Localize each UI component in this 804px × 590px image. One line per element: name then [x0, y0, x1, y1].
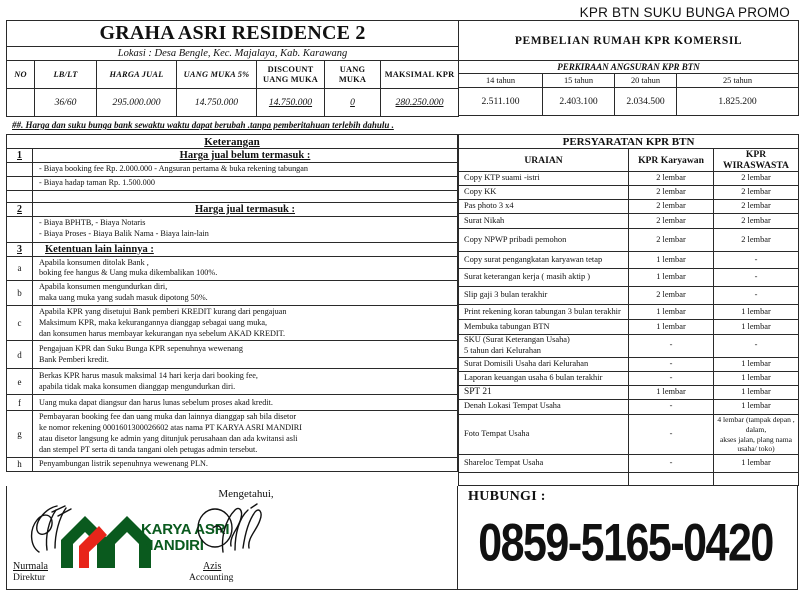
col-header-lblt: LB/LT: [35, 61, 97, 89]
item-a-line-2: boking fee hangus & Uang muka dikembalikan 100%.: [39, 268, 218, 278]
ps-karyawan-8: 1 lembar: [629, 305, 714, 320]
section-num-3: 3: [7, 242, 33, 256]
price-table: [6, 20, 459, 117]
ps-uraian-6: Surat keterangan kerja ( masih aktip ): [459, 269, 629, 287]
ps-karyawan-1: 2 lembar: [629, 186, 714, 200]
item-text-d: [33, 341, 458, 369]
item-text-g: [33, 411, 458, 457]
table-row: [459, 385, 799, 399]
table-row: [459, 229, 799, 252]
ps-wiraswasta-3: 2 lembar: [714, 214, 799, 229]
table-row: [459, 371, 799, 385]
tenor-header-14: 14 tahun: [459, 74, 543, 88]
item-letter-e: e: [7, 369, 33, 395]
table-row: [7, 341, 458, 369]
table-row: [7, 135, 458, 149]
cell-maksimal-kpr-value: 280.250.000: [395, 97, 444, 108]
section-num-2: 2: [7, 202, 33, 216]
ps-wiraswasta-13: 1 lembar: [714, 385, 799, 399]
section-num-1: 1: [7, 149, 33, 163]
ps-karyawan-11: -: [629, 357, 714, 371]
ps-wiraswasta-2: 2 lembar: [714, 200, 799, 214]
ps-karyawan-16: -: [629, 455, 714, 473]
hubungi-label: HUBUNGI :: [468, 489, 546, 505]
ps-karyawan-12: -: [629, 371, 714, 385]
ps-wiraswasta-4: 2 lembar: [714, 229, 799, 252]
table-row: [7, 256, 458, 281]
item-g-line-1: Pembayaran booking fee dan uang muka dan lainnya dianggap sah bila disetor: [39, 412, 297, 422]
logo-line-1: KARYA ASRI: [141, 521, 230, 539]
table-row: [459, 252, 799, 269]
ps-uraian-1: Copy KK: [459, 186, 629, 200]
ps-wiraswasta-15: [714, 414, 799, 454]
table-row: [459, 135, 799, 149]
ps-wiraswasta-1: 2 lembar: [714, 186, 799, 200]
table-row: [459, 287, 799, 305]
item-letter-a: a: [7, 256, 33, 281]
ps-uraian-4: Copy NPWP pribadi pemohon: [459, 229, 629, 252]
item-letter-h: h: [7, 457, 33, 471]
section-title-3: Ketentuan lain lainnya :: [33, 242, 458, 256]
table-row: [459, 74, 799, 88]
table-row: [7, 89, 459, 117]
ps-uraian-15: Foto Tempat Usaha: [459, 414, 629, 454]
ps-wiraswasta-5: -: [714, 252, 799, 269]
angsuran-group-header: PERKIRAAN ANGSURAN KPR BTN: [459, 61, 799, 74]
ps-wiraswasta-10: -: [714, 335, 799, 358]
signature-block: [6, 486, 458, 590]
ps-uraian-2: Pas photo 3 x4: [459, 200, 629, 214]
table-row: [7, 202, 458, 216]
left-signer-name: Nurmala: [13, 561, 48, 573]
table-row: [7, 163, 458, 177]
cell-uang-muka: [325, 89, 381, 117]
persyaratan-heading: PERSYARATAN KPR BTN: [459, 135, 799, 149]
col-header-discount-uang-muka: [257, 61, 325, 89]
table-row: [459, 335, 799, 358]
table-row: [7, 305, 458, 340]
ps-karyawan-15: -: [629, 414, 714, 454]
table-row: [459, 455, 799, 473]
mengetahui-label: Mengetahui,: [218, 488, 274, 501]
ps-uraian-7: Slip gaji 3 bulan terakhir: [459, 287, 629, 305]
item-text-e: [33, 369, 458, 395]
table-row: [459, 214, 799, 229]
ps-wiraswasta-8: 1 lembar: [714, 305, 799, 320]
cell-uang-muka-5: 14.750.000: [177, 89, 257, 117]
ps-wiraswasta-12: 1 lembar: [714, 371, 799, 385]
tenor-header-15: 15 tahun: [543, 74, 615, 88]
foto-line-2: akses jalan, plang nama usaha/ toko): [719, 434, 793, 454]
right-signer-name: Azis: [203, 561, 222, 573]
table-row: [459, 473, 799, 486]
ps-uraian-10: [459, 335, 629, 358]
header-left-table: [6, 20, 458, 117]
ps-karyawan-7: 2 lembar: [629, 287, 714, 305]
table-row: [7, 21, 459, 47]
body-tables: [6, 134, 798, 486]
table-row: [7, 149, 458, 163]
table-row: [7, 47, 459, 61]
project-location: Lokasi : Desa Bengle, Kec. Majalaya, Kab. Karawang: [7, 47, 459, 61]
project-title: GRAHA ASRI RESIDENCE 2: [7, 21, 459, 47]
ps-karyawan-9: 1 lembar: [629, 320, 714, 335]
item-c-line-2: Maksimum KPR, maka kekurangannya dianggap sebagai uang muka,: [39, 317, 268, 327]
ps-karyawan-14: -: [629, 399, 714, 414]
table-row: [459, 200, 799, 214]
cell-discount-value: 14.750.000: [268, 97, 313, 108]
ps-uraian-16: Shareloc Tempat Usaha: [459, 455, 629, 473]
table-row: [459, 320, 799, 335]
sec1-line-3: [33, 190, 458, 202]
ps-karyawan-6: 1 lembar: [629, 269, 714, 287]
keterangan-table-wrap: [6, 134, 458, 486]
angsuran-20: 2.034.500: [615, 88, 677, 116]
discount-line-2: UANG MUKA: [262, 74, 319, 84]
keterangan-table: [6, 134, 458, 472]
tenor-header-25: 25 tahun: [677, 74, 799, 88]
ps-karyawan-0: 2 lembar: [629, 172, 714, 186]
item-letter-g: g: [7, 411, 33, 457]
table-row: [459, 186, 799, 200]
table-row: [7, 281, 458, 306]
header-right-table: [458, 20, 798, 117]
item-letter-b: b: [7, 281, 33, 306]
ps-wiraswasta-0: 2 lembar: [714, 172, 799, 186]
ps-col-wiraswasta: KPR WIRASWASTA: [714, 149, 799, 172]
ps-uraian-12: Laporan keuangan usaha 6 bulan terakhir: [459, 371, 629, 385]
left-signer-role: Direktur: [13, 573, 46, 584]
ps-karyawan-2: 2 lembar: [629, 200, 714, 214]
ps-wiraswasta-14: 1 lembar: [714, 399, 799, 414]
item-letter-f: f: [7, 395, 33, 411]
ps-karyawan-10: -: [629, 335, 714, 358]
item-text-c: [33, 305, 458, 340]
section-blank: [7, 216, 33, 242]
item-d-line-2: Bank Pemberi kredit.: [39, 354, 109, 364]
ps-wiraswasta-7: -: [714, 287, 799, 305]
col-header-uang-muka: UANG MUKA: [325, 61, 381, 89]
section-title-1: Harga jual belum termasuk :: [33, 149, 458, 163]
table-row: [459, 399, 799, 414]
table-row: [7, 395, 458, 411]
banner-text: KPR BTN SUKU BUNGA PROMO: [579, 5, 790, 20]
table-row: [459, 414, 799, 454]
angsuran-25: 1.825.200: [677, 88, 799, 116]
right-title: PEMBELIAN RUMAH KPR KOMERSIL: [459, 21, 799, 61]
ps-uraian-14: Denah Lokasi Tempat Usaha: [459, 399, 629, 414]
sku-line-1: SKU (Surat Keterangan Usaha): [464, 335, 570, 344]
right-signer-role: Accounting: [189, 573, 234, 584]
item-e-line-2: apabila tidak maka konsumen dianggap mengundurkan diri.: [39, 381, 236, 391]
persyaratan-table: [458, 134, 799, 486]
keterangan-heading: Keterangan: [7, 135, 458, 149]
ps-col-karyawan: KPR Karyawan: [629, 149, 714, 172]
ps-karyawan-4: 2 lembar: [629, 229, 714, 252]
table-row: [7, 457, 458, 471]
sec2-line-2: - Biaya Proses - Biaya Balik Nama - Biaya lain-lain: [39, 229, 209, 239]
ps-uraian-9: Membuka tabungan BTN: [459, 320, 629, 335]
header-tables: [6, 20, 798, 117]
item-text-b: [33, 281, 458, 306]
cell-maksimal-kpr: [381, 89, 459, 117]
item-letter-c: c: [7, 305, 33, 340]
sku-line-2: 5 tahun dari Kelurahan: [464, 345, 541, 355]
table-row: [459, 149, 799, 172]
price-note: ##. Harga dan suku bunga bank sewaktu waktu dapat berubah .tanpa pemberitahuan terlebih dahulu .: [12, 120, 394, 130]
item-a-line-1: Apabila konsumen ditolak Bank ,: [39, 257, 149, 267]
item-h-line-1: Penyambungan listrik sepenuhnya wewenang PLN.: [39, 458, 208, 468]
angsuran-table: [458, 20, 799, 116]
item-d-line-1: Pengajuan KPR dan Suku Bunga KPR sepenuhnya wewenang: [39, 344, 243, 354]
cell-harga-jual: 295.000.000: [97, 89, 177, 117]
signature-azis: [191, 502, 281, 564]
table-row: [459, 61, 799, 74]
item-g-line-2: ke nomor rekening 0001601300026602 atas nama PT KARYA ASRI MANDIRI: [39, 423, 302, 433]
table-row: [459, 88, 799, 116]
sec2-lines: [33, 216, 458, 242]
col-header-maksimal-kpr: MAKSIMAL KPR: [381, 61, 459, 89]
sec2-line-1: - Biaya BPHTB, - Biaya Notaris: [39, 218, 146, 228]
table-row: [7, 176, 458, 190]
logo-line-2: MANDIRI: [141, 536, 204, 554]
section-blank: [7, 190, 33, 202]
table-row: [7, 411, 458, 457]
ps-uraian-11: Surat Domisili Usaha dari Kelurahan: [459, 357, 629, 371]
item-g-line-4: dan stempel PT serta di tanda tangani oleh petugas admin tersebut.: [39, 444, 258, 454]
section-title-2: Harga jual termasuk :: [33, 202, 458, 216]
foto-line-1: 4 lembar (tampak depan , dalam,: [717, 414, 795, 434]
col-header-uang-muka-5: UANG MUKA 5%: [177, 61, 257, 89]
sec1-line-1: - Biaya booking fee Rp. 2.000.000 - Angsuran pertama & buka rekening tabungan: [33, 163, 458, 177]
item-c-line-1: Apabila KPR yang disetujui Bank pemberi KREDIT kurang dari pengajuan: [39, 306, 287, 316]
tenor-header-20: 20 tahun: [615, 74, 677, 88]
ps-wiraswasta-9: 1 lembar: [714, 320, 799, 335]
table-row: [7, 242, 458, 256]
ps-wiraswasta-17: [714, 473, 799, 486]
table-row: [459, 269, 799, 287]
item-b-line-2: maka uang muka yang sudah masuk dipotong 50%.: [39, 293, 208, 303]
ps-wiraswasta-11: 1 lembar: [714, 357, 799, 371]
item-f-line-1: Uang muka dapat diangsur dan harus lunas sebelum proses akad kredit.: [39, 397, 273, 407]
item-text-f: [33, 395, 458, 411]
ps-uraian-13: SPT 21: [459, 385, 629, 399]
angsuran-15: 2.403.100: [543, 88, 615, 116]
item-g-line-3: atau disetor langsung ke admin yang ditunjuk perusahaan dan ada kwitansi asli: [39, 434, 298, 444]
ps-wiraswasta-16: 1 lembar: [714, 455, 799, 473]
ps-uraian-3: Surat Nikah: [459, 214, 629, 229]
ps-wiraswasta-6: -: [714, 269, 799, 287]
table-row: [7, 61, 459, 89]
cell-no: [7, 89, 35, 117]
top-banner: [6, 0, 798, 20]
item-c-line-3: dan konsumen harus membayar kekurangan nya sebelum AKAD KREDIT.: [39, 328, 286, 338]
contact-block: [458, 486, 798, 590]
table-row: [459, 172, 799, 186]
sec1-line-2: - Biaya hadap taman Rp. 1.500.000: [33, 176, 458, 190]
section-blank: [7, 176, 33, 190]
cell-discount-uang-muka: [257, 89, 325, 117]
item-b-line-1: Apabila konsumen mengundurkan diri,: [39, 282, 168, 292]
ps-uraian-8: Print rekening koran tabungan 3 bulan terakhir: [459, 305, 629, 320]
cell-uang-muka-value: 0: [350, 97, 355, 108]
col-header-no: NO: [7, 61, 35, 89]
discount-line-1: DISCOUNT: [267, 64, 314, 74]
item-letter-d: d: [7, 341, 33, 369]
ps-uraian-0: Copy KTP suami -istri: [459, 172, 629, 186]
table-row: [459, 357, 799, 371]
ps-karyawan-3: 2 lembar: [629, 214, 714, 229]
cell-lblt: 36/60: [35, 89, 97, 117]
section-blank: [7, 163, 33, 177]
ps-uraian-5: Copy surat pengangkatan karyawan tetap: [459, 252, 629, 269]
col-header-harga-jual: HARGA JUAL: [97, 61, 177, 89]
footer: [6, 486, 798, 590]
persyaratan-table-wrap: [458, 134, 798, 486]
phone-number[interactable]: 0859-5165-0420: [478, 514, 773, 573]
table-row: [459, 305, 799, 320]
ps-col-uraian: URAIAN: [459, 149, 629, 172]
ps-karyawan-5: 1 lembar: [629, 252, 714, 269]
table-row: [459, 21, 799, 61]
ps-karyawan-17: [629, 473, 714, 486]
item-text-h: [33, 457, 458, 471]
angsuran-14: 2.511.100: [459, 88, 543, 116]
table-row: [7, 216, 458, 242]
table-row: [7, 190, 458, 202]
item-text-a: [33, 256, 458, 281]
ps-karyawan-13: 1 lembar: [629, 385, 714, 399]
item-e-line-1: Berkas KPR harus masuk maksimal 14 hari kerja dari booking fee,: [39, 371, 258, 381]
ps-uraian-17: [459, 473, 629, 486]
table-row: [7, 369, 458, 395]
